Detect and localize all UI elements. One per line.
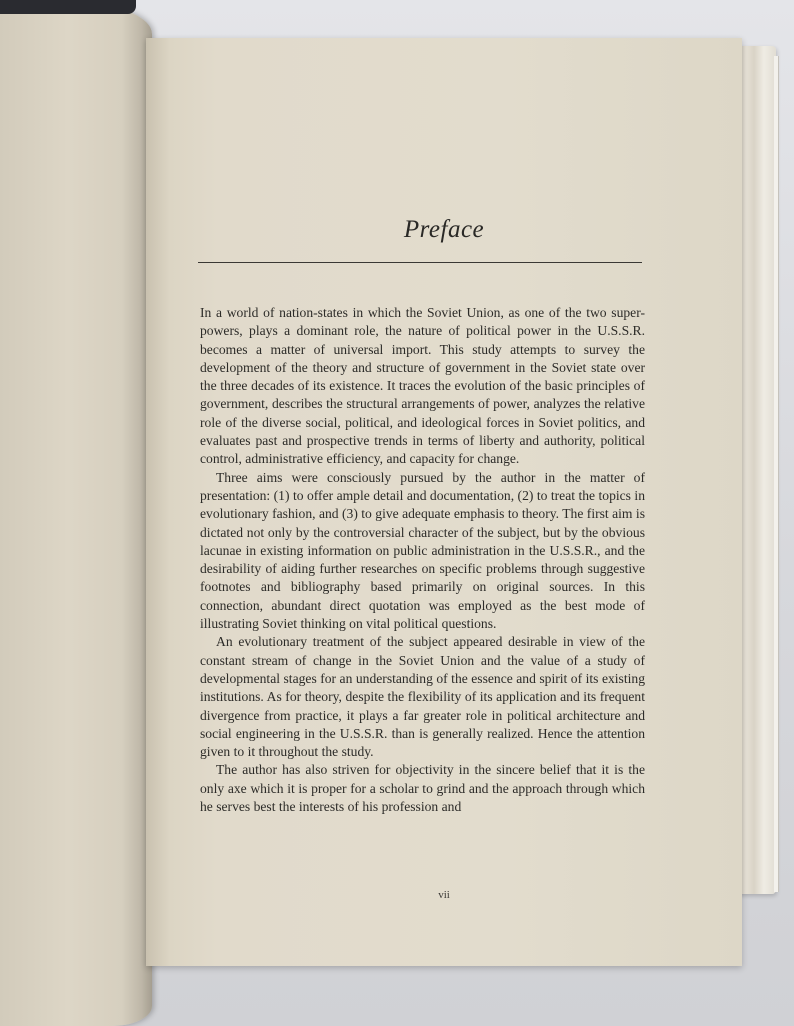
left-page	[0, 4, 152, 1026]
page-number: vii	[438, 889, 450, 901]
right-page	[146, 38, 742, 966]
book-cover-edge	[0, 0, 136, 14]
paragraph-1: In a world of nation-states in which the Soviet Union, as one of the two super-powers, plays a dominant role, the nature of political power in the U.S.S.R. becomes a matter of universal import. This study attempts to survey the development of the theory and structure of government in the Soviet state over the three decades of its existence. It traces the evolution of the basic principles of government, describes the structural arrangements of power, analyzes the relative role of the diverse social, political, and ideological forces in Soviet politics, and evaluates past and prospective trends in terms of liberty and authority, political control, administrative efficiency, and capacity for change.	[200, 305, 645, 467]
paragraph-2: Three aims were consciously pursued by the author in the matter of presentation: (1) to offer ample detail and documentation, (2) to treat the topics in evolutionary fashion, and (3) to give adequate emphasis to theory. The first aim is dictated not only by the controversial character of the subject, but by the obvious lacunae in existing information on public administration in the U.S.S.R., and the desirability of aiding further researches on specific problems through suggestive footnotes and bibliography based primarily on original sources. In this connection, abundant direct quotation was employed as the best mode of illustrating Soviet thinking on vital political questions.	[200, 469, 645, 632]
page-stack-edges	[736, 46, 776, 894]
paragraph-3: An evolutionary treatment of the subject appeared desirable in view of the constant stream of change in the Soviet Union and the value of a study of developmental stages for an understanding of the essence and spirit of its existing institutions. As for theory, despite the flexibility of its application and its frequent divergence from practice, it plays a far greater role in political architecture and social engineering in the U.S.S.R. than is generally realized. Hence the attention given to it throughout the study.	[200, 634, 645, 760]
body-text	[200, 304, 645, 816]
page-title: Preface	[403, 216, 485, 243]
title-rule	[198, 262, 642, 263]
paragraph-4: The author has also striven for objectivity in the sincere belief that it is the only axe which it is proper for a scholar to grind and the approach through which he serves best the interests of his profession and	[200, 762, 645, 815]
